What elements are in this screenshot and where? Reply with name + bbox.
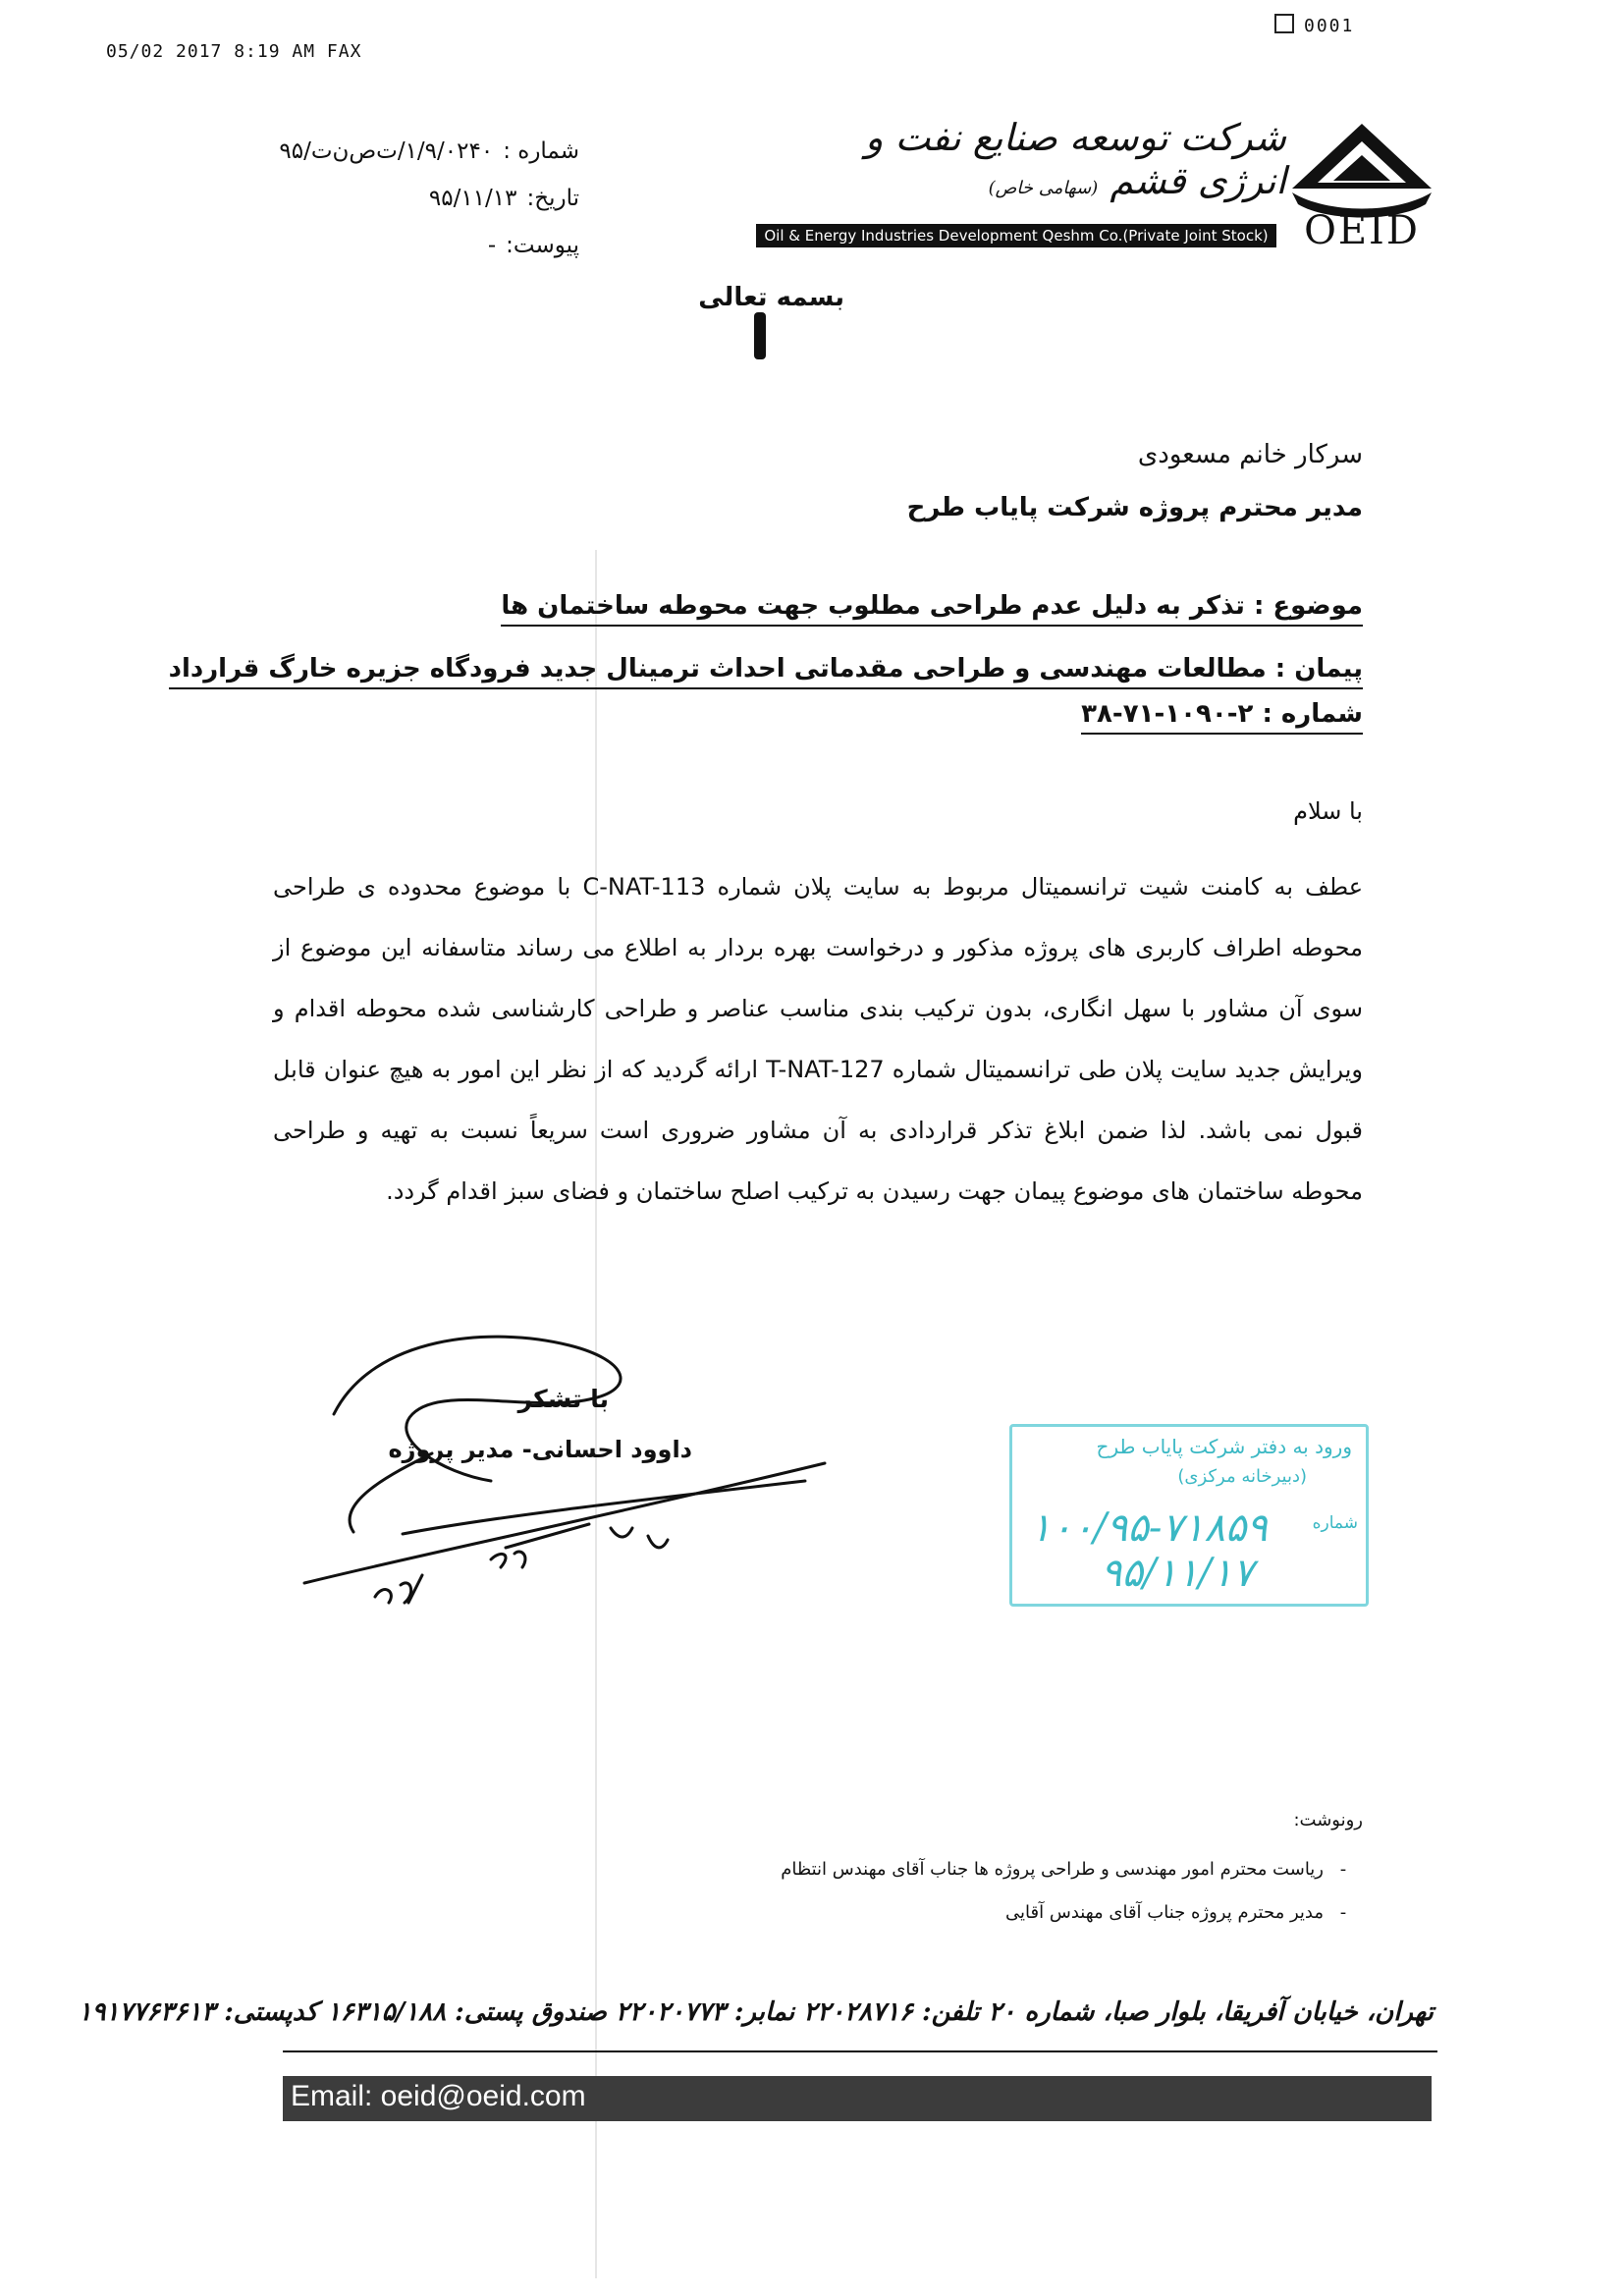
ref-attachment-label: پیوست: [506, 233, 579, 258]
footer-address: تهران، خیابان آفریقا، بلوار صبا، شماره ۲۰ تلفن: ۲۲۰۲۸۷۱۶ نمابر: ۲۲۰۲۰۷۷۳ صندوق پستی: ۱۶۳۱۵/۱۸۸ کدپستی: ۱۹۱۷۷۶۳۶۱۳ [78, 1997, 1434, 2027]
company-name-fa: شرکت توسعه صنایع نفت و انرژی قشم [865, 116, 1286, 202]
cc-item [479, 1891, 1363, 1935]
subject-text: موضوع : تذکر به دلیل عدم طراحی مطلوب جهت محوطه ساختمان ها [501, 591, 1363, 627]
stamp-date: ۹۵/۱۱/۱۷ [1101, 1551, 1254, 1596]
letter-body: عطف به کامنت شیت ترانسمیتال مربوط به سایت پلان شماره C-NAT-113 با موضوع محدوده ی طراحی محوطه اطراف کاربری های پروژه مذکور و درخواست بهره بردار به اطلاع می رساند متاسفانه این موضوع از سوی آن مشاور با سهل انگاری، بدون ترکیب بندی مناسب عناصر و طراحی کارشناسی شده محوطه اقدام و ویرایش جدید سایت پلان طی ترانسمیتال شماره T-NAT-127 ارائه گردید که از نظر این امور به هیچ عنوان قابل قبول نمی باشد. لذا ضمن ابلاغ تذکر قراردادی به آن مشاور ضروری است سریعاً نسبت به تهیه و طراحی محوطه ساختمان های موضوع پیمان جهت رسیدن به ترکیب اصلح ساختمان و فضای سبز اقدام گردد. [273, 873, 1364, 1205]
subject-line [501, 591, 1363, 621]
recipient-name: سرکار خانم مسعودی [1137, 440, 1363, 469]
cc-dash: - [1339, 1859, 1347, 1880]
contract-line [169, 654, 1363, 683]
cc-item [479, 1848, 1363, 1891]
signature-thanks: با تشکر [517, 1385, 609, 1413]
ref-date-value: ۹۵/۱۱/۱۳ [428, 186, 517, 211]
logo-text: OEID [1304, 208, 1420, 253]
bismillah: بسمه تعالی [698, 283, 844, 312]
company-name-en: Oil & Energy Industries Development Qeshm Co.(Private Joint Stock) [756, 224, 1276, 247]
ref-attachment-value: - [487, 233, 497, 258]
ref-date-row [236, 175, 579, 222]
stamp-subtitle: (دبیرخانه مرکزی) [1177, 1466, 1307, 1487]
cc-item-text: مدیر محترم پروژه جناب آقای مهندس آقایی [1005, 1902, 1324, 1923]
company-name [776, 116, 1286, 202]
handwritten-signature [295, 1306, 844, 1630]
recipient-title: مدیر محترم پروژه شرکت پایاب طرح [906, 493, 1363, 522]
fax-page-value: 0001 [1304, 16, 1355, 36]
footer-divider [283, 2050, 1437, 2052]
cc-item-text: ریاست محترم امور مهندسی و طراحی پروژه ها جناب آقای مهندس انتظام [781, 1859, 1324, 1880]
contract-number-text: شماره : ۲-۱۰۹۰-۷۱-۳۸ [1081, 699, 1363, 735]
ref-number-row [236, 128, 579, 175]
checkbox-icon [1274, 14, 1294, 33]
stamp-number: ۱۰۰/۹۵-۷۱۸۵۹ [1030, 1505, 1268, 1551]
greeting: با سلام [1293, 797, 1363, 825]
contract-number-line [1081, 699, 1363, 729]
bismillah-mark [754, 312, 766, 359]
contract-text: پیمان : مطالعات مهندسی و طراحی مقدماتی احداث ترمینال جدید فرودگاه جزیره خارگ قرارداد [169, 654, 1363, 689]
recipient [676, 428, 1363, 534]
ref-number-label: شماره : [503, 138, 579, 164]
ref-attachment-row [236, 222, 579, 269]
fax-page-number [1274, 14, 1354, 36]
cc-title: رونوشت: [1293, 1810, 1363, 1831]
stamp-number-label: شماره [1312, 1513, 1358, 1533]
cc-block [479, 1799, 1363, 1935]
fax-header: 05/02 2017 8:19 AM FAX [106, 41, 362, 62]
cc-dash: - [1339, 1902, 1347, 1923]
reference-block [236, 128, 579, 269]
footer-email: Email: oeid@oeid.com [291, 2080, 586, 2112]
stamp-title: ورود به دفتر شرکت پایاب طرح [1096, 1435, 1352, 1458]
received-stamp [1009, 1424, 1369, 1607]
company-type: (سهامی خاص) [988, 178, 1099, 198]
ref-number-value: ۱/۹/۰۲۴۰/ت‌ص‌ن‌ت/۹۵ [279, 138, 494, 164]
ref-date-label: تاریخ: [526, 186, 579, 211]
signature-name: داوود احسانی- مدیر پروژه [388, 1436, 692, 1463]
